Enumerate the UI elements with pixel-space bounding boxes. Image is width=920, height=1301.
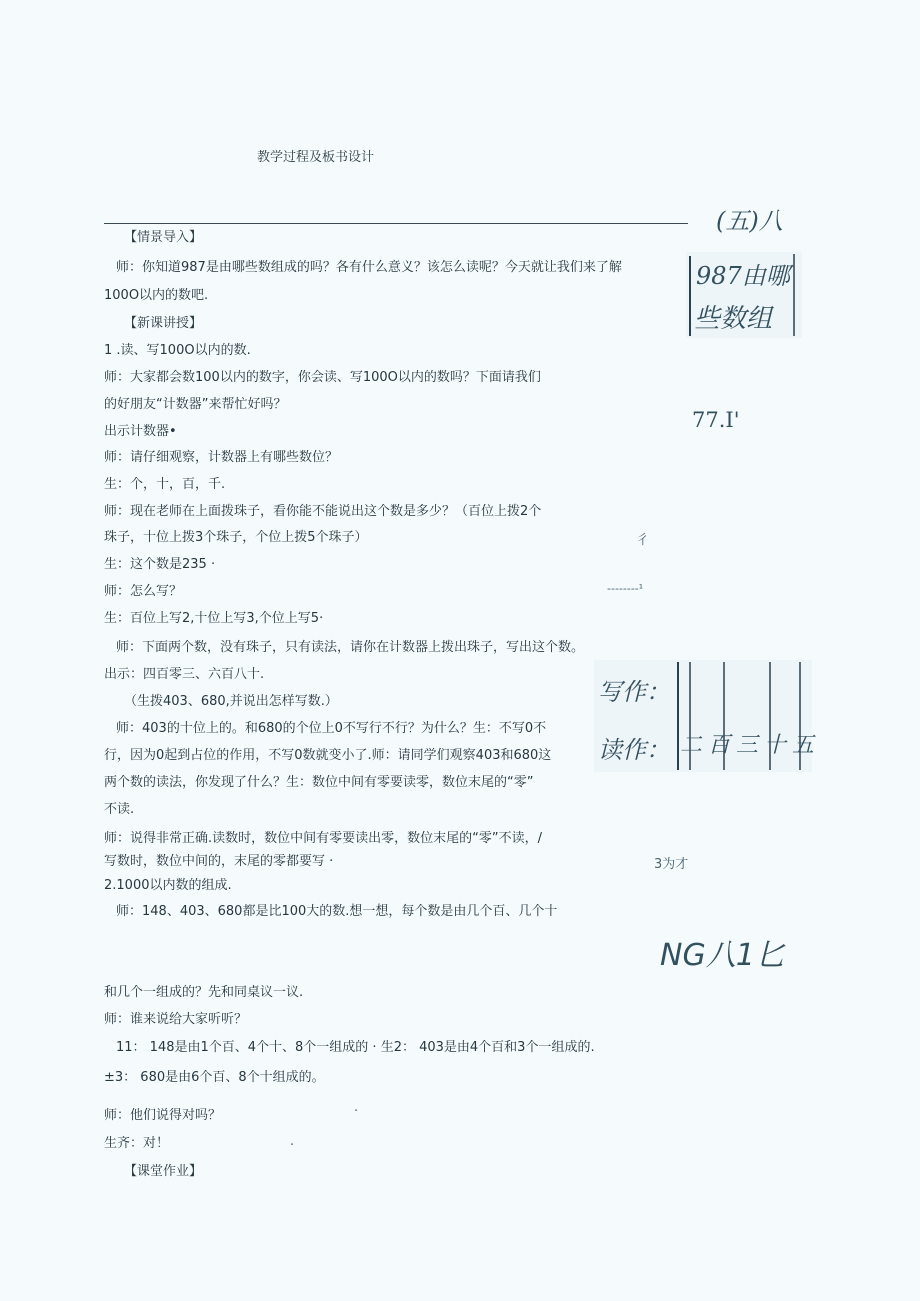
text-line: 出示：四百零三、六百八十. (104, 667, 265, 682)
text-line: 师：大家都会数100以内的数字，你会读、写100O以内的数吗？下面请我们 (104, 370, 541, 385)
text-line: 和几个一组成的？先和同桌议一议. (104, 985, 304, 1000)
text-line: 生：百位上写2,十位上写3,个位上写5· (104, 611, 324, 626)
text-line: 师：说得非常正确.读数时，数位中间有零要读出零，数位末尾的“零”不读，/ (104, 831, 542, 846)
margin-fragment: · (354, 1104, 359, 1119)
handwriting-line: 二百三十五 (680, 733, 821, 758)
text-line: 生：个，十，百，千. (104, 477, 226, 492)
handwriting-line: 写作： (598, 678, 670, 706)
text-line: 不读. (104, 802, 135, 817)
margin-fragment: --------¹ (607, 582, 644, 595)
margin-fragment: NG八1匕 (660, 938, 785, 973)
handwriting-line: 读作： (598, 736, 670, 764)
section-heading-new-lesson: 【新课讲授】 (124, 316, 203, 331)
text-line: （生拨403、680,并说出怎样写数.） (124, 694, 338, 709)
text-line: 生齐：对！ (104, 1136, 170, 1151)
text-line: 行，因为0起到占位的作用，不写0数就变小了.师：请同学们观察403和680这 (104, 748, 552, 763)
text-line: 师：他们说得对吗？ (104, 1108, 222, 1123)
text-line: 师：403的十位上的。和680的个位上0不写行不行？为什么？生：不写0不 (116, 721, 547, 736)
section-heading-intro: 【情景导入】 (124, 230, 203, 245)
section-heading-homework: 【课堂作业】 (124, 1164, 203, 1179)
text-line: 的好朋友“计数器”来帮忙好吗？ (104, 397, 287, 412)
text-line: 师：148、403、680都是比100大的数.想一想，每个数是由几个百、几个十 (116, 904, 558, 919)
text-line: 师：请仔细观察，计数器上有哪些数位？ (104, 450, 339, 465)
text-line: 写数时，数位中间的，末尾的零都要写 · (104, 854, 334, 869)
title-rule (104, 223, 688, 224)
text-line: 1 .读、写100O以内的数. (104, 343, 251, 358)
text-line: 师：谁来说给大家听听？ (104, 1012, 248, 1027)
handwriting-line: 些数组 (694, 304, 773, 334)
handwritten-note-987 (686, 252, 802, 338)
text-line: 生：这个数是235 · (104, 557, 216, 572)
text-line: 师：下面两个数，没有珠子，只有读法，请你在计数器上拨出珠子，写出这个数。 (116, 640, 585, 655)
text-line: 100O以内的数吧. (104, 288, 209, 303)
text-line: 师：你知道987是由哪些数组成的吗？各有什么意义？该怎么读呢？今天就让我们来了解 (116, 260, 622, 275)
margin-fragment: 3为才 (654, 857, 689, 872)
handwritten-note-235 (594, 660, 821, 772)
text-line: 11： 148是由1个百、4个十、8个一组成的 · 生2： 403是由4个百和3个一组成的. (116, 1040, 595, 1055)
margin-fragment: . (290, 1134, 295, 1149)
handwriting-line: 987由哪 (696, 262, 790, 290)
text-line: 两个数的读法，你发现了什么？生：数位中间有零要读零，数位末尾的“零” (104, 775, 534, 790)
text-line: 师：怎么写？ (104, 584, 183, 599)
text-line: 珠子，十位上拨3个珠子，个位上拨5个珠子） (104, 530, 368, 545)
text-line: 出示计数器• (104, 424, 177, 439)
margin-fragment: 77.I' (692, 408, 740, 432)
text-line: ±3： 680是由6个百、8个十组成的。 (104, 1070, 325, 1085)
page-title: 教学过程及板书设计 (257, 150, 375, 165)
margin-fragment: 彳 (636, 533, 650, 548)
margin-fragment: (五)八 (716, 207, 783, 235)
text-line: 2.1000以内数的组成. (104, 878, 232, 893)
text-line: 师：现在老师在上面拨珠子，看你能不能说出这个数是多少？（百位上拨2个 (104, 504, 542, 519)
